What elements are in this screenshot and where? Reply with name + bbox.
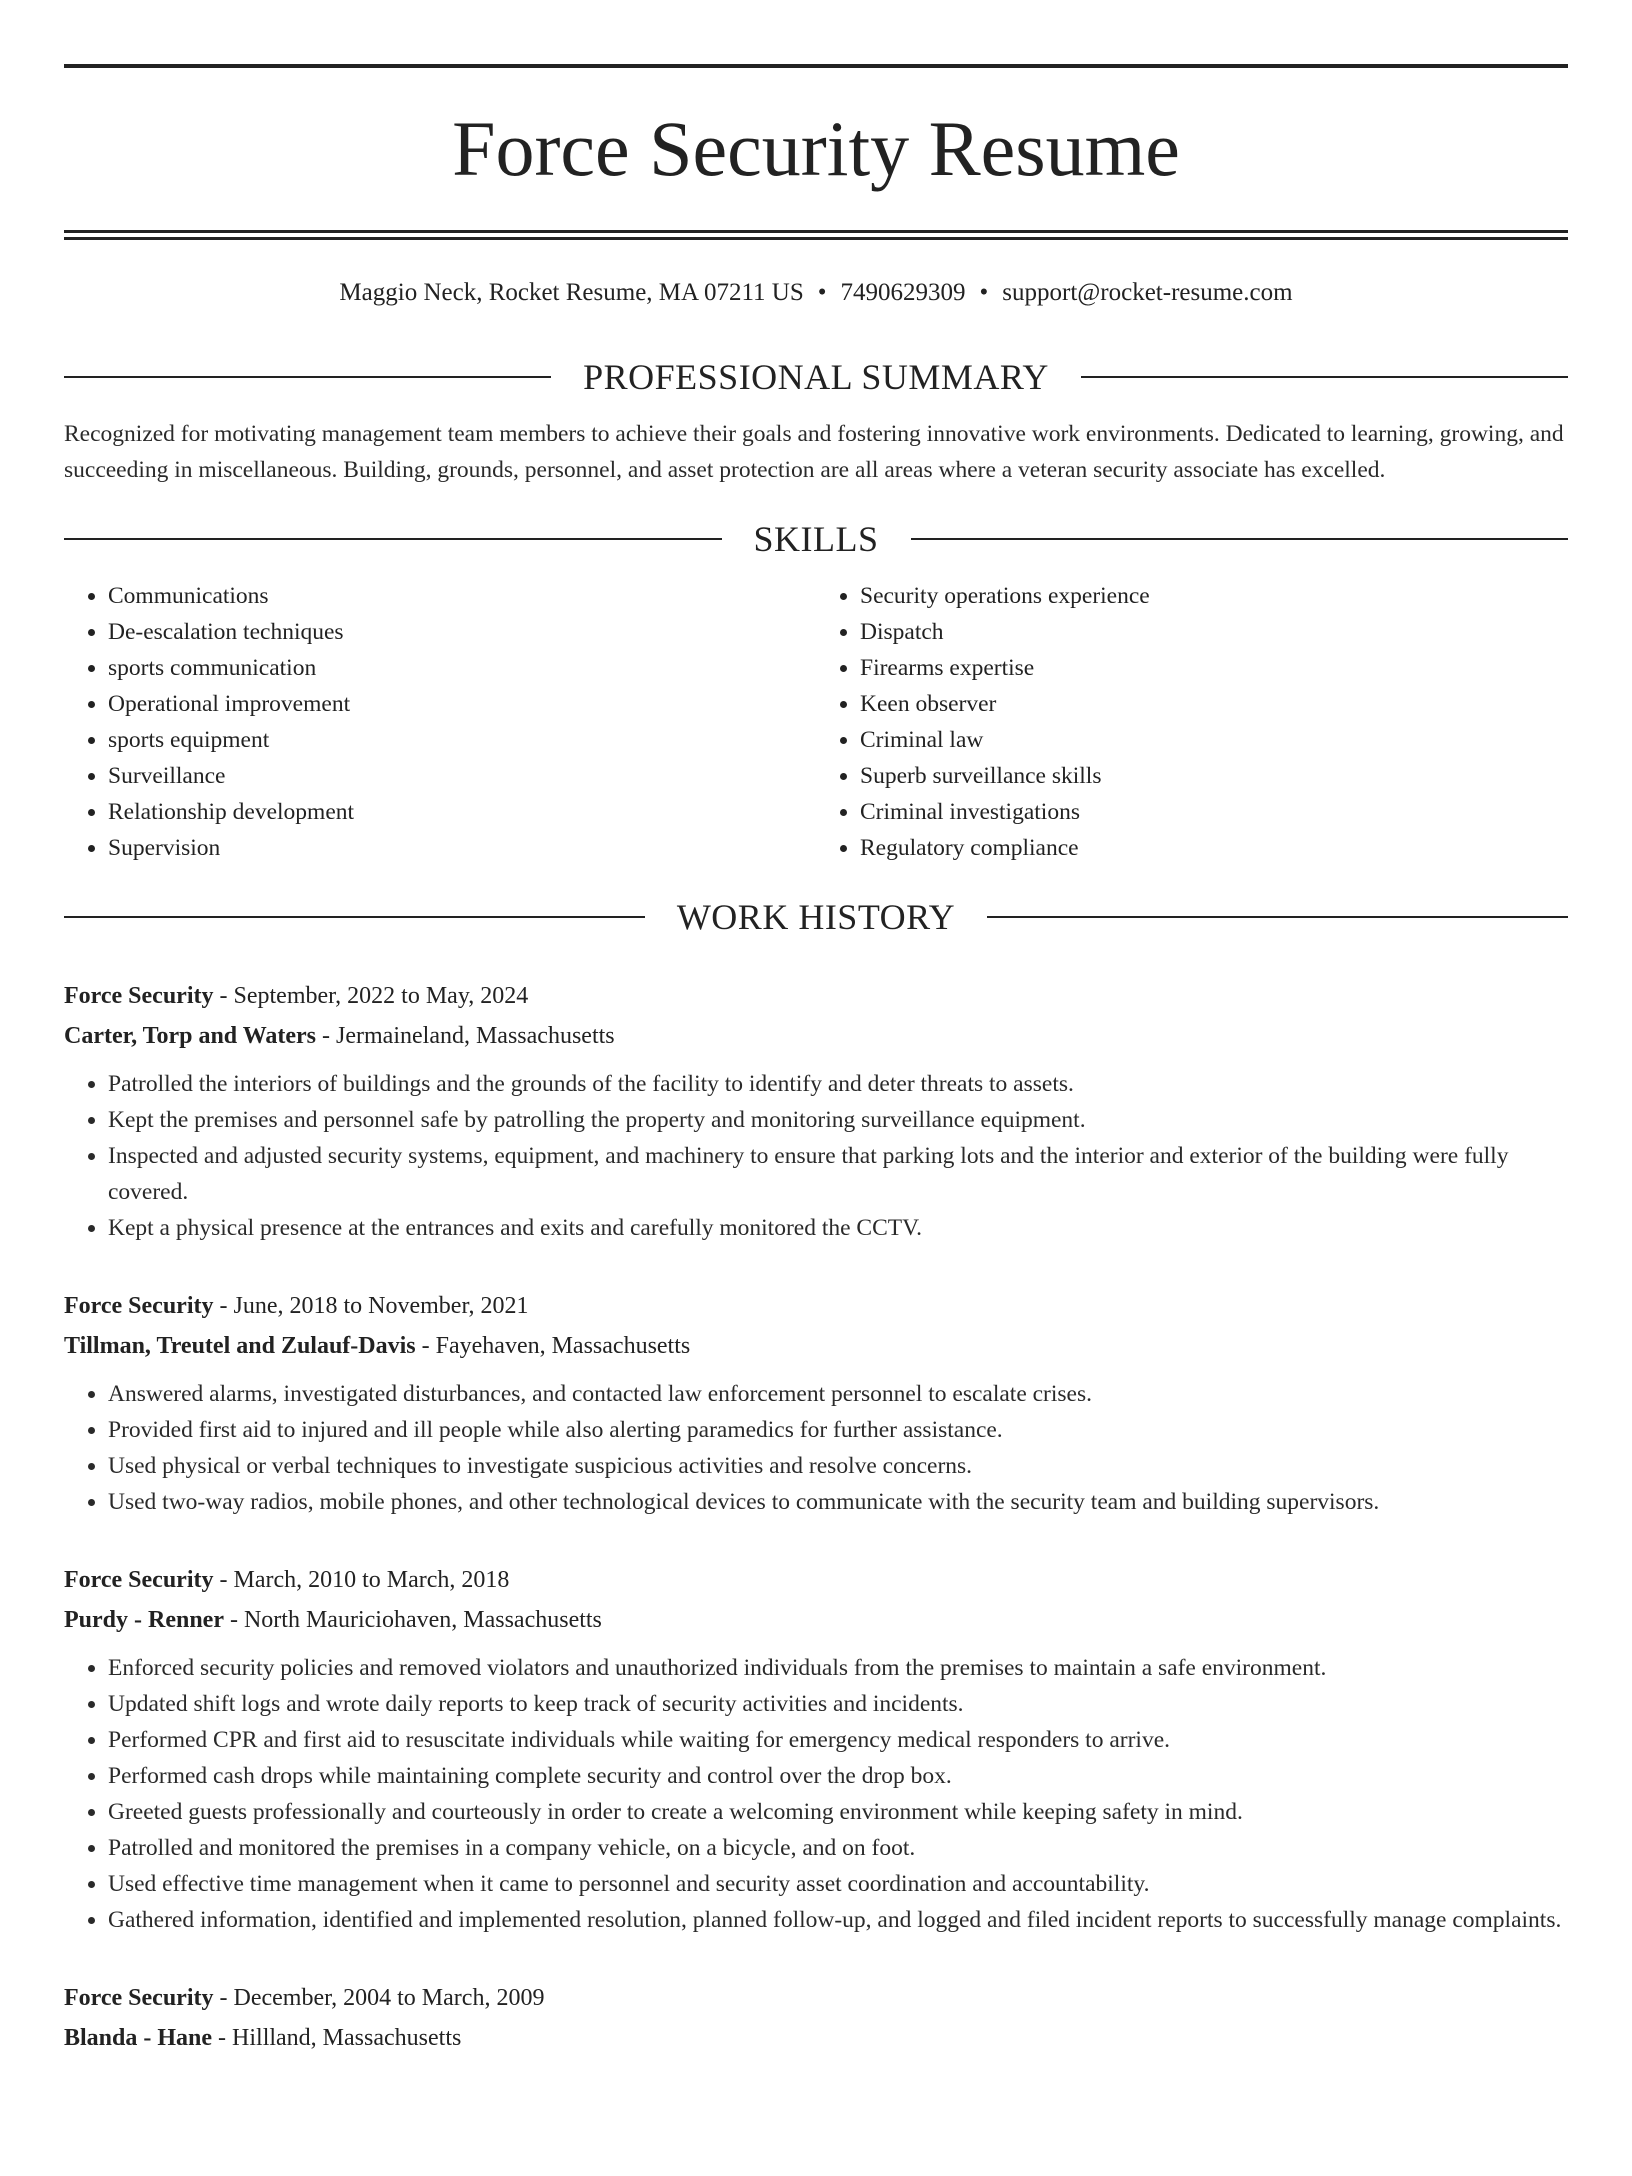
skills-list-left (64, 578, 816, 866)
work-history-heading-label: WORK HISTORY (676, 897, 956, 937)
top-rule (64, 64, 1568, 68)
job-company-line (64, 1600, 1568, 1640)
job-company-line (64, 1326, 1568, 1366)
job-title-line (64, 1286, 1568, 1326)
job-entry (64, 976, 1568, 1246)
job-dates: - June, 2018 to November, 2021 (213, 1293, 529, 1319)
job-dates: - December, 2004 to March, 2009 (213, 1985, 545, 2011)
skill-item: • Regulatory compliance (860, 830, 1568, 866)
job-entry (64, 1286, 1568, 1520)
job-bullet: • Kept a physical presence at the entrances and exits and carefully monitored the CCTV. (108, 1210, 1568, 1246)
skill-item: • Surveillance (108, 758, 816, 794)
job-bullet: • Updated shift logs and wrote daily reports to keep track of security activities and incidents. (108, 1686, 1568, 1722)
job-location: - North Mauriciohaven, Massachusetts (223, 1607, 602, 1633)
skill-item: • Dispatch (860, 614, 1568, 650)
job-dates: - September, 2022 to May, 2024 (213, 983, 529, 1009)
title-double-rule (64, 230, 1568, 240)
skills-list-right (816, 578, 1568, 866)
job-bullet: • Inspected and adjusted security systems, equipment, and machinery to ensure that parking lots and the interior and exterior of the building were fully covered. (108, 1138, 1568, 1210)
job-company: Purdy - Renner (64, 1607, 224, 1633)
heading-rule-right (987, 916, 1568, 918)
skill-item: • Relationship development (108, 794, 816, 830)
job-location: - Hillland, Massachusetts (212, 2025, 462, 2051)
job-title-line (64, 976, 1568, 1016)
skills-heading-label: SKILLS (753, 519, 879, 559)
contact-line (64, 276, 1568, 310)
skill-item: • Superb surveillance skills (860, 758, 1568, 794)
skill-item: • Criminal investigations (860, 794, 1568, 830)
job-bullet: • Patrolled the interiors of buildings and the grounds of the facility to identify and deter threats to assets. (108, 1066, 1568, 1102)
contact-phone: 7490629309 (840, 279, 966, 306)
contact-email: support@rocket-resume.com (1002, 279, 1293, 306)
job-bullet: • Kept the premises and personnel safe by patrolling the property and monitoring surveillance equipment. (108, 1102, 1568, 1138)
job-bullet: • Gathered information, identified and implemented resolution, planned follow-up, and logged and filed incident reports to successfully manage complaints. (108, 1902, 1568, 1938)
summary-text: Recognized for motivating management team members to achieve their goals and fostering innovative work environments. Dedicated to learning, growing, and succeeding in miscellaneous. Building, grounds, personnel, and asset protection are all areas where a veteran security associate has excelled. (64, 421, 1564, 483)
skill-item: • Security operations experience (860, 578, 1568, 614)
job-entry (64, 1978, 1568, 2058)
job-bullet: • Answered alarms, investigated disturbances, and contacted law enforcement personnel to escalate crises. (108, 1376, 1568, 1412)
job-title-line (64, 1560, 1568, 1600)
job-bullet: • Enforced security policies and removed violators and unauthorized individuals from the premises to maintain a safe environment. (108, 1650, 1568, 1686)
job-bullet: • Greeted guests professionally and courteously in order to create a welcoming environment while keeping safety in mind. (108, 1794, 1568, 1830)
job-bullets (64, 1650, 1568, 1938)
job-dates: - March, 2010 to March, 2018 (213, 1567, 510, 1593)
job-entry (64, 1560, 1568, 1938)
heading-rule-left (64, 916, 645, 918)
job-bullets (64, 1376, 1568, 1520)
job-bullet: • Used physical or verbal techniques to investigate suspicious activities and resolve concerns. (108, 1448, 1568, 1484)
skill-item: • Supervision (108, 830, 816, 866)
summary-heading (64, 356, 1568, 398)
job-title: Force Security (64, 983, 214, 1009)
skill-item: • Criminal law (860, 722, 1568, 758)
skill-item: • sports equipment (108, 722, 816, 758)
job-title: Force Security (64, 1293, 214, 1319)
summary-heading-label: PROFESSIONAL SUMMARY (583, 357, 1049, 397)
page-title: Force Security Resume (452, 105, 1180, 192)
heading-rule-right (911, 538, 1569, 540)
job-bullet: • Performed CPR and first aid to resuscitate individuals while waiting for emergency medical responders to arrive. (108, 1722, 1568, 1758)
job-bullet: • Provided first aid to injured and ill people while also alerting paramedics for further assistance. (108, 1412, 1568, 1448)
skills-columns (64, 578, 1568, 866)
skills-heading (64, 518, 1568, 560)
job-bullet: • Patrolled and monitored the premises in a company vehicle, on a bicycle, and on foot. (108, 1830, 1568, 1866)
job-company: Blanda - Hane (64, 2025, 213, 2051)
job-title: Force Security (64, 1985, 214, 2011)
job-bullet: • Used two-way radios, mobile phones, and other technological devices to communicate with the security team and building supervisors. (108, 1484, 1568, 1520)
job-bullet: • Performed cash drops while maintaining complete security and control over the drop box. (108, 1758, 1568, 1794)
job-company: Tillman, Treutel and Zulauf-Davis (64, 1333, 416, 1359)
job-company-line (64, 2018, 1568, 2058)
job-title: Force Security (64, 1567, 214, 1593)
job-company: Carter, Torp and Waters (64, 1023, 317, 1049)
job-location: - Fayehaven, Massachusetts (415, 1333, 691, 1359)
skill-item: • Keen observer (860, 686, 1568, 722)
heading-rule-right (1081, 376, 1568, 378)
job-location: - Jermaineland, Massachusetts (316, 1023, 615, 1049)
job-company-line (64, 1016, 1568, 1056)
job-bullet: • Used effective time management when it came to personnel and security asset coordination and accountability. (108, 1866, 1568, 1902)
contact-address: Maggio Neck, Rocket Resume, MA 07211 US (339, 279, 804, 306)
skill-item: • Communications (108, 578, 816, 614)
resume-page (0, 64, 1632, 2176)
skill-item: • De-escalation techniques (108, 614, 816, 650)
contact-separator: • (817, 279, 827, 306)
work-history-heading (64, 896, 1568, 938)
contact-separator: • (979, 279, 989, 306)
skill-item: • Firearms expertise (860, 650, 1568, 686)
skill-item: • Operational improvement (108, 686, 816, 722)
job-bullets (64, 1066, 1568, 1246)
heading-rule-left (64, 376, 551, 378)
job-title-line (64, 1978, 1568, 2018)
heading-rule-left (64, 538, 722, 540)
skill-item: • sports communication (108, 650, 816, 686)
